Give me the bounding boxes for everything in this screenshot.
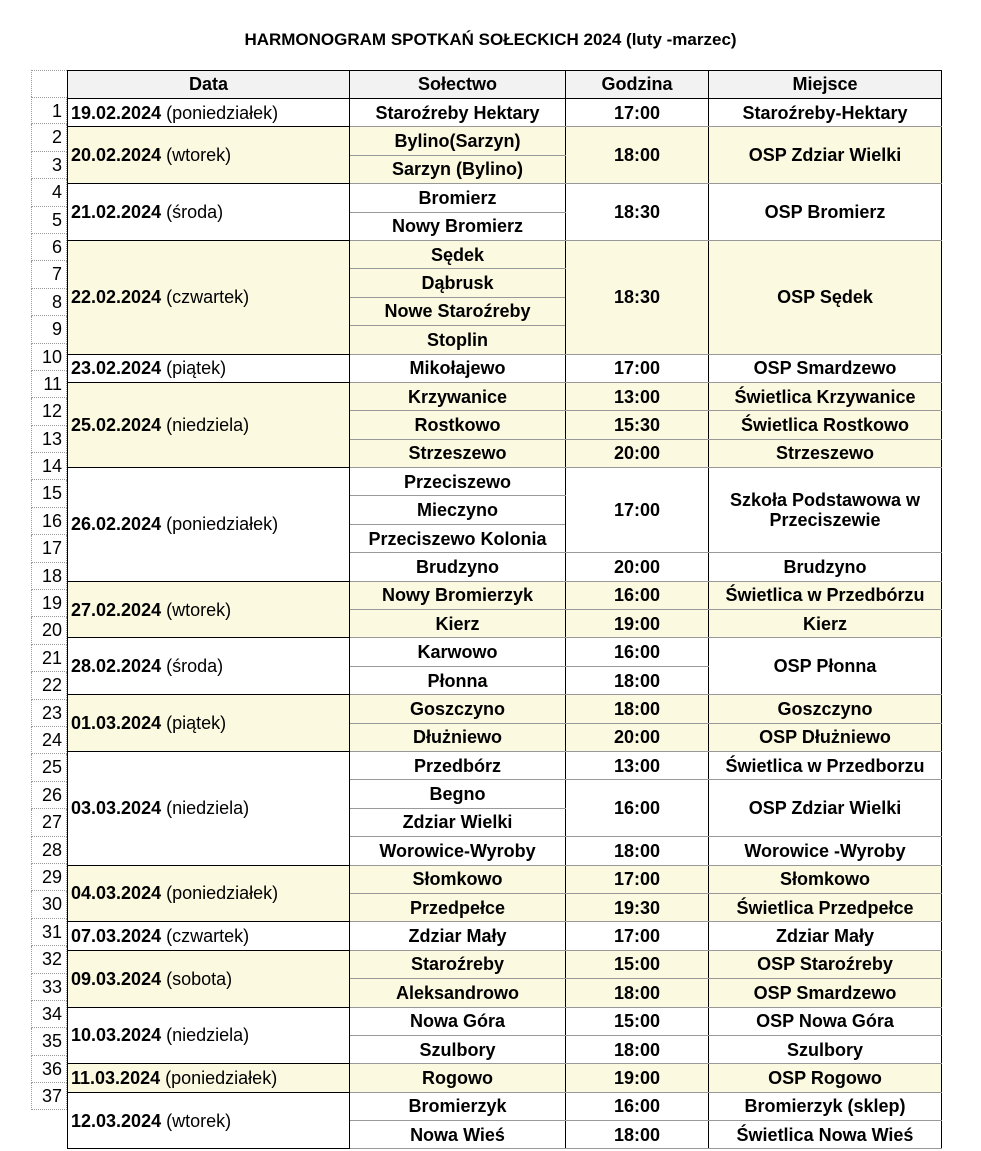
weekday: (wtorek) [166,1110,232,1131]
table-row [68,1064,942,1092]
row-number-column [31,97,67,1110]
time-cell: 16:00 [566,638,709,666]
village-cell: Staroźreby Hektary [350,99,566,127]
time-cell: 18:00 [566,666,709,694]
village-cell: Karwowo [350,638,566,666]
village-cell: Sarzyn (Bylino) [350,155,566,183]
row-number: 24 [31,727,67,754]
place-cell: OSP Dłużniewo [709,723,942,751]
row-number: 8 [31,289,67,316]
date-cell [68,695,350,752]
date-value: 11.03.2024 [71,1067,161,1088]
place-cell: OSP Zdziar Wielki [709,780,942,837]
date-cell [68,354,350,382]
table-row [68,382,942,410]
place-cell: OSP Rogowo [709,1064,942,1092]
village-cell: Nowy Bromierzyk [350,581,566,609]
date-value: 20.02.2024 [71,145,162,166]
table-row [68,468,942,496]
date-value: 23.02.2024 [71,358,162,379]
village-cell: Nowa Góra [350,1007,566,1035]
row-number: 11 [31,371,67,398]
village-cell: Zdziar Wielki [350,808,566,836]
row-number: 19 [31,590,67,617]
table-row [68,950,942,978]
row-number: 20 [31,617,67,644]
weekday: (niedziela) [166,414,250,435]
village-cell: Bromierzyk [350,1092,566,1120]
place-cell: OSP Płonna [709,638,942,695]
row-number: 9 [31,316,67,343]
place-cell: Szulbory [709,1035,942,1063]
time-cell: 18:00 [566,1035,709,1063]
village-cell: Rostkowo [350,411,566,439]
date-value: 12.03.2024 [71,1110,162,1131]
date-cell [68,751,350,865]
time-cell: 15:00 [566,950,709,978]
table-row [68,1007,942,1035]
place-cell: OSP Smardzewo [709,979,942,1007]
row-number: 35 [31,1028,67,1055]
time-cell: 15:30 [566,411,709,439]
weekday: (niedziela) [166,798,250,819]
village-cell: Begno [350,780,566,808]
weekday: (piątek) [166,713,227,734]
date-value: 04.03.2024 [71,883,162,904]
weekday: (środa) [166,656,224,677]
weekday: (czwartek) [166,287,250,308]
time-cell: 19:00 [566,1064,709,1092]
date-cell [68,240,350,354]
header-row [68,71,942,99]
time-cell: 16:00 [566,581,709,609]
date-value: 21.02.2024 [71,202,162,223]
table-row [68,922,942,950]
weekday: (poniedziałek) [166,514,279,535]
village-cell: Słomkowo [350,865,566,893]
date-cell [68,950,350,1007]
date-cell [68,1064,350,1092]
date-value: 03.03.2024 [71,798,162,819]
row-number: 14 [31,453,67,480]
date-cell [68,1092,350,1149]
time-cell: 16:00 [566,780,709,837]
place-cell: OSP Staroźreby [709,950,942,978]
village-cell: Szulbory [350,1035,566,1063]
village-cell: Brudzyno [350,553,566,581]
row-number: 13 [31,426,67,453]
place-cell: Świetlica Nowa Wieś [709,1121,942,1149]
date-cell [68,184,350,241]
table-row [68,581,942,609]
time-cell: 19:00 [566,610,709,638]
weekday: (poniedziałek) [166,883,279,904]
row-number: 27 [31,809,67,836]
weekday: (piątek) [166,358,227,379]
date-value: 22.02.2024 [71,287,162,308]
row-number: 17 [31,535,67,562]
table-row [68,865,942,893]
date-cell [68,127,350,184]
place-cell: Świetlica w Przedborzu [709,751,942,779]
village-cell: Mikołajewo [350,354,566,382]
time-cell: 18:00 [566,979,709,1007]
header-date: Data [68,71,350,99]
row-number: 21 [31,645,67,672]
place-cell: Bromierzyk (sklep) [709,1092,942,1120]
row-number: 37 [31,1083,67,1110]
row-number: 30 [31,891,67,918]
village-cell: Nowy Bromierz [350,212,566,240]
time-cell: 18:00 [566,695,709,723]
time-cell: 18:00 [566,837,709,865]
date-value: 25.02.2024 [71,414,162,435]
place-cell: Słomkowo [709,865,942,893]
row-number: 25 [31,754,67,781]
date-cell [68,1007,350,1064]
header-place: Miejsce [709,71,942,99]
village-cell: Aleksandrowo [350,979,566,1007]
village-cell: Przedbórz [350,751,566,779]
place-cell: Świetlica w Przedbórzu [709,581,942,609]
row-number: 31 [31,919,67,946]
table-row [68,638,942,666]
time-cell: 17:00 [566,865,709,893]
place-cell: Goszczyno [709,695,942,723]
date-cell [68,382,350,467]
row-number: 4 [31,179,67,206]
weekday: (sobota) [166,968,233,989]
place-cell: Świetlica Rostkowo [709,411,942,439]
date-value: 19.02.2024 [71,102,162,123]
table-row [68,751,942,779]
date-value: 10.03.2024 [71,1025,162,1046]
village-cell: Rogowo [350,1064,566,1092]
weekday: (czwartek) [166,926,250,947]
weekday: (środa) [166,202,224,223]
row-number-corner [31,70,67,97]
row-number: 23 [31,700,67,727]
time-cell: 13:00 [566,382,709,410]
place-cell: Brudzyno [709,553,942,581]
table-row [68,99,942,127]
row-number: 12 [31,398,67,425]
place-cell: Staroźreby-Hektary [709,99,942,127]
village-cell: Bromierz [350,184,566,212]
place-cell: OSP Sędek [709,240,942,354]
date-value: 27.02.2024 [71,599,162,620]
row-number: 10 [31,344,67,371]
place-cell: OSP Nowa Góra [709,1007,942,1035]
time-cell: 17:00 [566,354,709,382]
weekday: (niedziela) [166,1025,250,1046]
village-cell: Przeciszewo Kolonia [350,524,566,552]
time-cell: 20:00 [566,553,709,581]
row-number: 22 [31,672,67,699]
village-cell: Mieczyno [350,496,566,524]
time-cell: 18:00 [566,1121,709,1149]
date-value: 07.03.2024 [71,926,162,947]
time-cell: 17:00 [566,468,709,553]
time-cell: 18:00 [566,127,709,184]
village-cell: Przedpełce [350,893,566,921]
village-cell: Goszczyno [350,695,566,723]
place-cell: OSP Zdziar Wielki [709,127,942,184]
row-number: 34 [31,1001,67,1028]
row-number: 5 [31,207,67,234]
weekday: (wtorek) [166,599,232,620]
village-cell: Kierz [350,610,566,638]
date-value: 09.03.2024 [71,968,162,989]
row-number: 26 [31,782,67,809]
row-number: 1 [31,97,67,124]
village-cell: Dłużniewo [350,723,566,751]
village-cell: Przeciszewo [350,468,566,496]
header-village: Sołectwo [350,71,566,99]
place-cell: Szkoła Podstawowa w Przeciszewie [709,468,942,553]
time-cell: 13:00 [566,751,709,779]
row-number: 15 [31,480,67,507]
table-row [68,127,942,155]
weekday: (poniedziałek) [165,1067,278,1088]
weekday: (wtorek) [166,145,232,166]
place-cell: Zdziar Mały [709,922,942,950]
village-cell: Płonna [350,666,566,694]
place-cell: OSP Bromierz [709,184,942,241]
row-number: 29 [31,864,67,891]
village-cell: Zdziar Mały [350,922,566,950]
time-cell: 17:00 [566,922,709,950]
header-time: Godzina [566,71,709,99]
time-cell: 18:30 [566,184,709,241]
village-cell: Dąbrusk [350,269,566,297]
village-cell: Stoplin [350,326,566,354]
table-row [68,1092,942,1120]
village-cell: Sędek [350,240,566,268]
place-cell: OSP Smardzewo [709,354,942,382]
page-title: HARMONOGRAM SPOTKAŃ SOŁECKICH 2024 (luty -marzec) [244,30,737,49]
village-cell: Strzeszewo [350,439,566,467]
table-row [68,184,942,212]
row-number: 18 [31,563,67,590]
table-row [68,354,942,382]
place-cell: Świetlica Przedpełce [709,893,942,921]
date-value: 28.02.2024 [71,656,162,677]
time-cell: 16:00 [566,1092,709,1120]
row-number: 33 [31,974,67,1001]
time-cell: 18:30 [566,240,709,354]
village-cell: Nowa Wieś [350,1121,566,1149]
row-number: 7 [31,261,67,288]
date-cell [68,99,350,127]
date-value: 01.03.2024 [71,713,162,734]
village-cell: Nowe Staroźreby [350,297,566,325]
place-cell: Kierz [709,610,942,638]
row-number: 32 [31,946,67,973]
row-number: 36 [31,1056,67,1083]
place-cell: Strzeszewo [709,439,942,467]
date-cell [68,922,350,950]
weekday: (poniedziałek) [166,102,279,123]
village-cell: Staroźreby [350,950,566,978]
place-cell: Świetlica Krzywanice [709,382,942,410]
row-number: 6 [31,234,67,261]
table-row [68,240,942,268]
row-number: 16 [31,508,67,535]
time-cell: 20:00 [566,723,709,751]
time-cell: 20:00 [566,439,709,467]
date-cell [68,865,350,922]
time-cell: 19:30 [566,893,709,921]
date-cell [68,581,350,638]
date-cell [68,468,350,582]
row-number: 28 [31,837,67,864]
table-row [68,695,942,723]
village-cell: Krzywanice [350,382,566,410]
date-value: 26.02.2024 [71,514,162,535]
schedule-table [67,70,942,1149]
row-number: 3 [31,152,67,179]
village-cell: Worowice-Wyroby [350,837,566,865]
time-cell: 15:00 [566,1007,709,1035]
place-cell: Worowice -Wyroby [709,837,942,865]
row-number: 2 [31,124,67,151]
village-cell: Bylino(Sarzyn) [350,127,566,155]
time-cell: 17:00 [566,99,709,127]
date-cell [68,638,350,695]
